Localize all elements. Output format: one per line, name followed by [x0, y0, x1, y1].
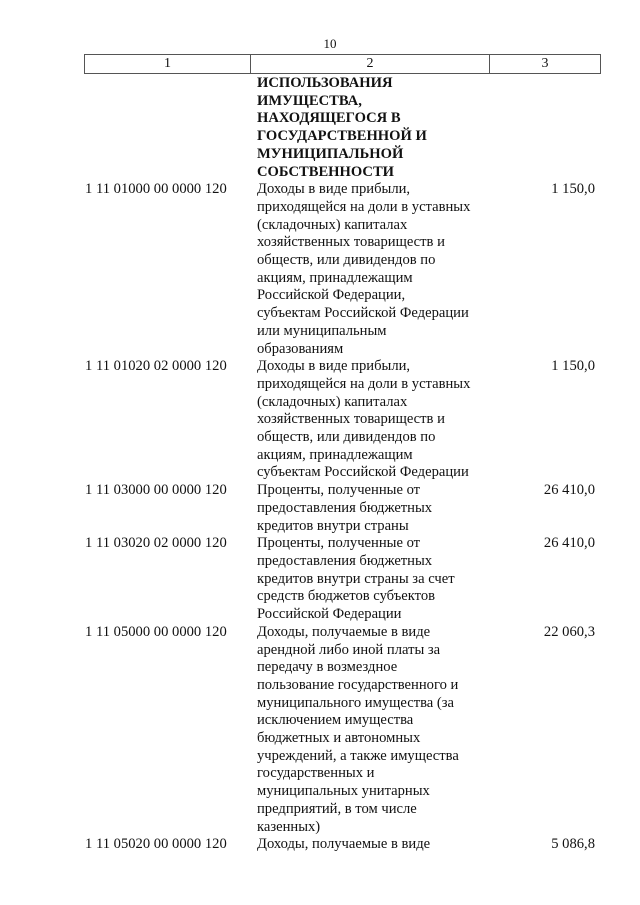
- description-line: субъектам Российской Федерации: [257, 464, 469, 481]
- description-line: акциям, принадлежащим: [257, 446, 413, 463]
- table-row: [84, 836, 601, 854]
- description-line: передачу в возмездное: [257, 659, 398, 676]
- income-description: [257, 75, 497, 181]
- description-line: учреждений, а также имущества: [257, 747, 459, 764]
- description-line: казенных): [257, 818, 321, 835]
- description-line: СОБСТВЕННОСТИ: [257, 163, 395, 180]
- description-line: бюджетных и автономных: [257, 730, 421, 747]
- description-line: ИСПОЛЬЗОВАНИЯ: [257, 75, 393, 91]
- budget-code: [84, 75, 257, 181]
- budget-code: 1 11 05020 00 0000 120: [85, 836, 227, 853]
- table-row: [84, 624, 601, 836]
- budget-code: 1 11 01000 00 0000 120: [85, 181, 227, 198]
- budget-code: 1 11 03000 00 0000 120: [85, 482, 227, 499]
- description-line: хозяйственных товариществ и: [257, 234, 445, 251]
- description-line: Проценты, полученные от: [257, 535, 421, 552]
- description-line: предоставления бюджетных: [257, 552, 433, 569]
- amount: 1 150,0: [551, 181, 595, 198]
- page-number: 10: [323, 36, 337, 51]
- table-row: [84, 358, 601, 482]
- description-line: (складочных) капиталах: [257, 216, 408, 233]
- income-description: [257, 358, 497, 482]
- description-line: хозяйственных товариществ и: [257, 411, 445, 428]
- description-line: предоставления бюджетных: [257, 499, 433, 516]
- description-line: исключением имущества: [257, 712, 414, 729]
- header-col-1: 1: [85, 55, 251, 73]
- description-line: предприятий, в том числе: [257, 800, 417, 817]
- description-line: государственных и: [257, 765, 375, 782]
- description-line: кредитов внутри страны за счет: [257, 570, 455, 587]
- description-line: ГОСУДАРСТВЕННОЙ И: [257, 128, 427, 145]
- header-col-3: 3: [541, 56, 549, 71]
- amount: 26 410,0: [543, 535, 595, 552]
- amount: 22 060,3: [543, 623, 595, 640]
- description-line: акциям, принадлежащим: [257, 269, 413, 286]
- description-line: субъектам Российской Федерации: [257, 305, 469, 322]
- budget-code: 1 11 01020 02 0000 120: [85, 358, 227, 375]
- description-line: Российской Федерации: [257, 606, 402, 623]
- description-line: ИМУЩЕСТВА,: [257, 92, 362, 109]
- description-line: Доходы, получаемые в виде: [257, 836, 431, 853]
- description-line: МУНИЦИПАЛЬНОЙ: [257, 145, 404, 162]
- description-line: образованиям: [257, 340, 344, 357]
- income-description: [257, 482, 497, 535]
- amount: 5 086,8: [551, 836, 595, 853]
- description-line: муниципального имущества (за: [257, 694, 455, 711]
- description-line: Российской Федерации,: [257, 287, 406, 304]
- description-line: Доходы, получаемые в виде: [257, 623, 431, 640]
- table-header: [84, 54, 601, 74]
- description-line: арендной либо иной платы за: [257, 641, 441, 658]
- description-line: обществ, или дивидендов по: [257, 252, 436, 269]
- income-description: [257, 836, 497, 854]
- description-line: Доходы в виде прибыли,: [257, 358, 411, 375]
- table-row: [84, 75, 601, 181]
- description-line: средств бюджетов субъектов: [257, 588, 436, 605]
- description-line: муниципальных унитарных: [257, 783, 430, 800]
- description-line: приходящейся на доли в уставных: [257, 375, 471, 392]
- income-description: [257, 535, 497, 624]
- header-col-2: 2: [251, 55, 490, 73]
- amount: 26 410,0: [543, 482, 595, 499]
- description-line: пользование государственного и: [257, 676, 459, 693]
- table-row: [84, 181, 601, 358]
- description-line: Проценты, полученные от: [257, 482, 421, 499]
- table-body: [84, 75, 601, 854]
- table-row: [84, 482, 601, 535]
- amount: [497, 75, 601, 181]
- amount: 1 150,0: [551, 358, 595, 375]
- description-line: обществ, или дивидендов по: [257, 429, 436, 446]
- description-line: или муниципальным: [257, 322, 387, 339]
- description-line: кредитов внутри страны: [257, 517, 409, 534]
- description-line: приходящейся на доли в уставных: [257, 198, 471, 215]
- income-description: [257, 624, 497, 836]
- budget-code: 1 11 03020 02 0000 120: [85, 535, 227, 552]
- description-line: НАХОДЯЩЕГОСЯ В: [257, 110, 401, 127]
- budget-code: 1 11 05000 00 0000 120: [85, 623, 227, 640]
- table-row: [84, 535, 601, 624]
- description-line: (складочных) капиталах: [257, 393, 408, 410]
- income-description: [257, 181, 497, 358]
- description-line: Доходы в виде прибыли,: [257, 181, 411, 198]
